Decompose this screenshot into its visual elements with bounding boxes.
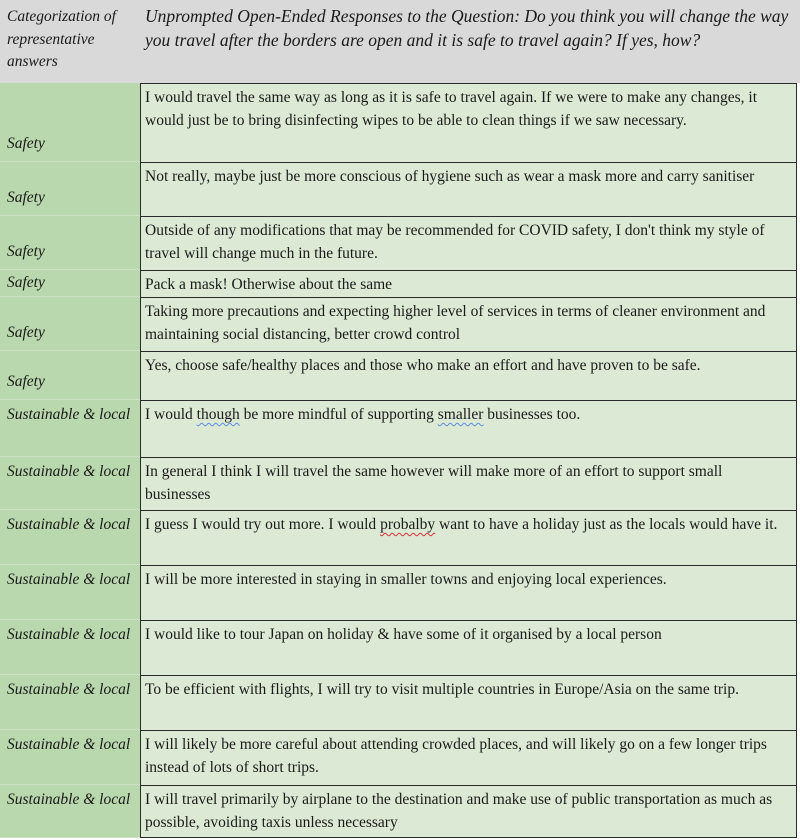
response-cell: In general I think I will travel the same however will make more of an effort to support small businesses <box>140 457 797 510</box>
table-row <box>0 510 800 565</box>
category-cell: Sustainable & local <box>0 510 140 565</box>
header-category: Categorization of representative answers <box>0 0 140 83</box>
spelling-flagged-word[interactable]: probalby <box>380 516 436 533</box>
response-cell: To be efficient with flights, I will try to visit multiple countries in Europe/Asia on the same trip. <box>140 675 797 730</box>
table-row <box>0 565 800 620</box>
category-cell: Safety <box>0 351 140 400</box>
table-header-row <box>0 0 800 83</box>
category-cell: Sustainable & local <box>0 565 140 620</box>
table-row <box>0 297 800 351</box>
category-cell: Safety <box>0 297 140 351</box>
response-cell: I would like to tour Japan on holiday & have some of it organised by a local person <box>140 620 797 675</box>
response-cell: Pack a mask! Otherwise about the same <box>140 270 797 297</box>
response-cell: I will likely be more careful about attending crowded places, and will likely go on a few longer trips instead of lots of short trips. <box>140 730 797 785</box>
table-row <box>0 216 800 270</box>
category-cell: Safety <box>0 216 140 270</box>
response-cell: I will be more interested in staying in smaller towns and enjoying local experiences. <box>140 565 797 620</box>
table-row <box>0 620 800 675</box>
response-text: I guess I would try out more. I would <box>145 516 381 533</box>
table-row <box>0 351 800 400</box>
category-cell: Sustainable & local <box>0 730 140 785</box>
response-cell: I would travel the same way as long as it is safe to travel again. If we were to make any changes, it would just be to bring disinfecting wipes to be able to clean things if we saw necessary. <box>140 83 797 162</box>
table-row <box>0 270 800 297</box>
response-text: be more mindful of supporting <box>239 406 438 423</box>
category-cell: Sustainable & local <box>0 400 140 457</box>
response-text: I would <box>145 406 197 423</box>
category-cell: Safety <box>0 83 140 162</box>
response-text: businesses too. <box>483 406 581 423</box>
table-row <box>0 675 800 730</box>
table-row <box>0 730 800 785</box>
table-row <box>0 785 800 838</box>
response-cell <box>140 510 797 565</box>
category-cell: Sustainable & local <box>0 675 140 730</box>
category-cell: Sustainable & local <box>0 457 140 510</box>
response-cell: Outside of any modifications that may be recommended for COVID safety, I don't think my style of travel will change much in the future. <box>140 216 797 270</box>
table-row <box>0 162 800 216</box>
table-row <box>0 83 800 162</box>
grammar-flagged-word[interactable]: though <box>196 406 240 423</box>
header-response: Unprompted Open-Ended Responses to the Question: Do you think you will change the way you travel after the borders are open and it is safe to travel again? If yes, how? <box>140 0 800 83</box>
grammar-flagged-word[interactable]: smaller <box>437 406 484 423</box>
response-cell: Yes, choose safe/healthy places and those who make an effort and have proven to be safe. <box>140 351 797 400</box>
category-cell: Sustainable & local <box>0 620 140 675</box>
response-cell: Not really, maybe just be more conscious of hygiene such as wear a mask more and carry sanitiser <box>140 162 797 216</box>
category-cell: Sustainable & local <box>0 785 140 838</box>
response-cell: Taking more precautions and expecting higher level of services in terms of cleaner environment and maintaining social distancing, better crowd control <box>140 297 797 351</box>
table-row <box>0 457 800 510</box>
category-cell: Safety <box>0 162 140 216</box>
category-cell: Safety <box>0 270 140 297</box>
response-cell: I will travel primarily by airplane to the destination and make use of public transportation as much as possible, avoiding taxis unless necessary <box>140 785 797 838</box>
table-row <box>0 400 800 457</box>
response-cell <box>140 400 797 457</box>
response-text: want to have a holiday just as the locals would have it. <box>435 516 778 533</box>
